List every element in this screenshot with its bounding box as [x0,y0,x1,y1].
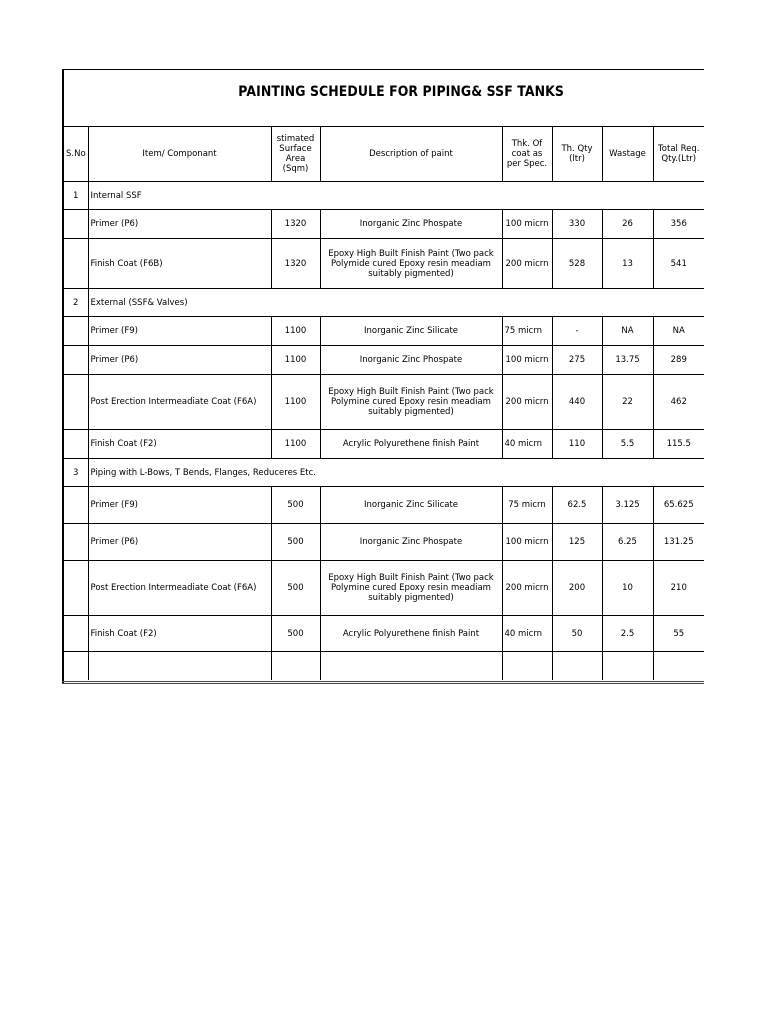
empty-row [64,652,704,681]
table-row [64,430,704,459]
th-qty-cell: 125 [552,524,602,561]
total-cell: 462 [653,375,704,430]
description-cell: Inorganic Zinc Silicate [320,487,502,524]
header-area: stimated Surface Area (Sqm) [271,127,320,182]
header-description: Description of paint [320,127,502,182]
thickness-cell: 200 micrn [502,375,552,430]
area-cell: 1320 [271,210,320,239]
total-cell: 65.625 [653,487,704,524]
header-row [64,127,704,182]
page-title: PAINTING SCHEDULE FOR PIPING& SSF TANKS [238,84,564,100]
total-cell: 289 [653,346,704,375]
description-cell: Acrylic Polyurethene finish Paint [320,430,502,459]
table-row [64,524,704,561]
area-cell: 1100 [271,317,320,346]
section-row [64,182,704,210]
wastage-cell: 6.25 [602,524,653,561]
th-qty-cell: 275 [552,346,602,375]
thickness-cell: 200 micrn [502,239,552,289]
item-cell: Finish Coat (F2) [88,616,271,652]
th-qty-cell: 110 [552,430,602,459]
painting-schedule-table [64,126,704,680]
wastage-cell: 3.125 [602,487,653,524]
item-cell: Primer (P6) [88,524,271,561]
thickness-cell: 40 micrn [502,430,552,459]
thickness-cell: 100 micrn [502,210,552,239]
section-number: 2 [64,289,88,317]
section-number: 3 [64,459,88,487]
section-row [64,289,704,317]
total-cell: 115.5 [653,430,704,459]
wastage-cell: 2.5 [602,616,653,652]
area-cell: 1320 [271,239,320,289]
area-cell: 1100 [271,346,320,375]
th-qty-cell: 440 [552,375,602,430]
item-cell: Finish Coat (F2) [88,430,271,459]
section-title: Internal SSF [88,182,704,210]
area-cell: 500 [271,487,320,524]
area-cell: 500 [271,616,320,652]
header-sno: S.No [64,127,88,182]
thickness-cell: 100 micrn [502,346,552,375]
description-cell: Acrylic Polyurethene finish Paint [320,616,502,652]
area-cell: 500 [271,524,320,561]
table-row [64,317,704,346]
header-th-qty: Th. Qty (ltr) [552,127,602,182]
item-cell: Primer (F9) [88,487,271,524]
th-qty-cell: 330 [552,210,602,239]
th-qty-cell: 62.5 [552,487,602,524]
header-total: Total Req. Qty.(Ltr) [653,127,704,182]
table-row [64,616,704,652]
section-title: Piping with L-Bows, T Bends, Flanges, Reduceres Etc. [88,459,704,487]
table-row [64,346,704,375]
wastage-cell: 22 [602,375,653,430]
table-row [64,239,704,289]
th-qty-cell: 50 [552,616,602,652]
description-cell: Inorganic Zinc Phospate [320,524,502,561]
item-cell: Post Erection Intermeadiate Coat (F6A) [88,375,271,430]
header-wastage: Wastage [602,127,653,182]
item-cell: Finish Coat (F6B) [88,239,271,289]
item-cell: Primer (P6) [88,210,271,239]
table-row [64,375,704,430]
table-row [64,487,704,524]
total-cell: 356 [653,210,704,239]
table-row [64,210,704,239]
table-row [64,561,704,616]
item-cell: Primer (F9) [88,317,271,346]
section-row [64,459,704,487]
description-cell: Inorganic Zinc Phospate [320,346,502,375]
wastage-cell: NA [602,317,653,346]
total-cell: 541 [653,239,704,289]
thickness-cell: 75 micrn [502,487,552,524]
header-item: Item/ Componant [88,127,271,182]
th-qty-cell: - [552,317,602,346]
thickness-cell: 75 micrn [502,317,552,346]
wastage-cell: 13.75 [602,346,653,375]
description-cell: Inorganic Zinc Silicate [320,317,502,346]
description-cell: Epoxy High Built Finish Paint (Two pack Polymide cured Epoxy resin meadiam suitably pigmented) [320,239,502,289]
th-qty-cell: 528 [552,239,602,289]
thickness-cell: 40 micrn [502,616,552,652]
description-cell: Inorganic Zinc Phospate [320,210,502,239]
area-cell: 1100 [271,375,320,430]
total-cell: 55 [653,616,704,652]
description-cell: Epoxy High Built Finish Paint (Two pack Polymine cured Epoxy resin meadiam suitably pigmented) [320,561,502,616]
total-cell: 131.25 [653,524,704,561]
area-cell: 500 [271,561,320,616]
th-qty-cell: 200 [552,561,602,616]
thickness-cell: 200 micrn [502,561,552,616]
thickness-cell: 100 micrn [502,524,552,561]
wastage-cell: 10 [602,561,653,616]
section-number: 1 [64,182,88,210]
total-cell: NA [653,317,704,346]
total-cell: 210 [653,561,704,616]
item-cell: Post Erection Intermeadiate Coat (F6A) [88,561,271,616]
item-cell: Primer (P6) [88,346,271,375]
wastage-cell: 5.5 [602,430,653,459]
header-thickness: Thk. Of coat as per Spec. [502,127,552,182]
section-title: External (SSF& Valves) [88,289,704,317]
description-cell: Epoxy High Built Finish Paint (Two pack Polymine cured Epoxy resin meadiam suitably pigmented) [320,375,502,430]
wastage-cell: 13 [602,239,653,289]
wastage-cell: 26 [602,210,653,239]
area-cell: 1100 [271,430,320,459]
